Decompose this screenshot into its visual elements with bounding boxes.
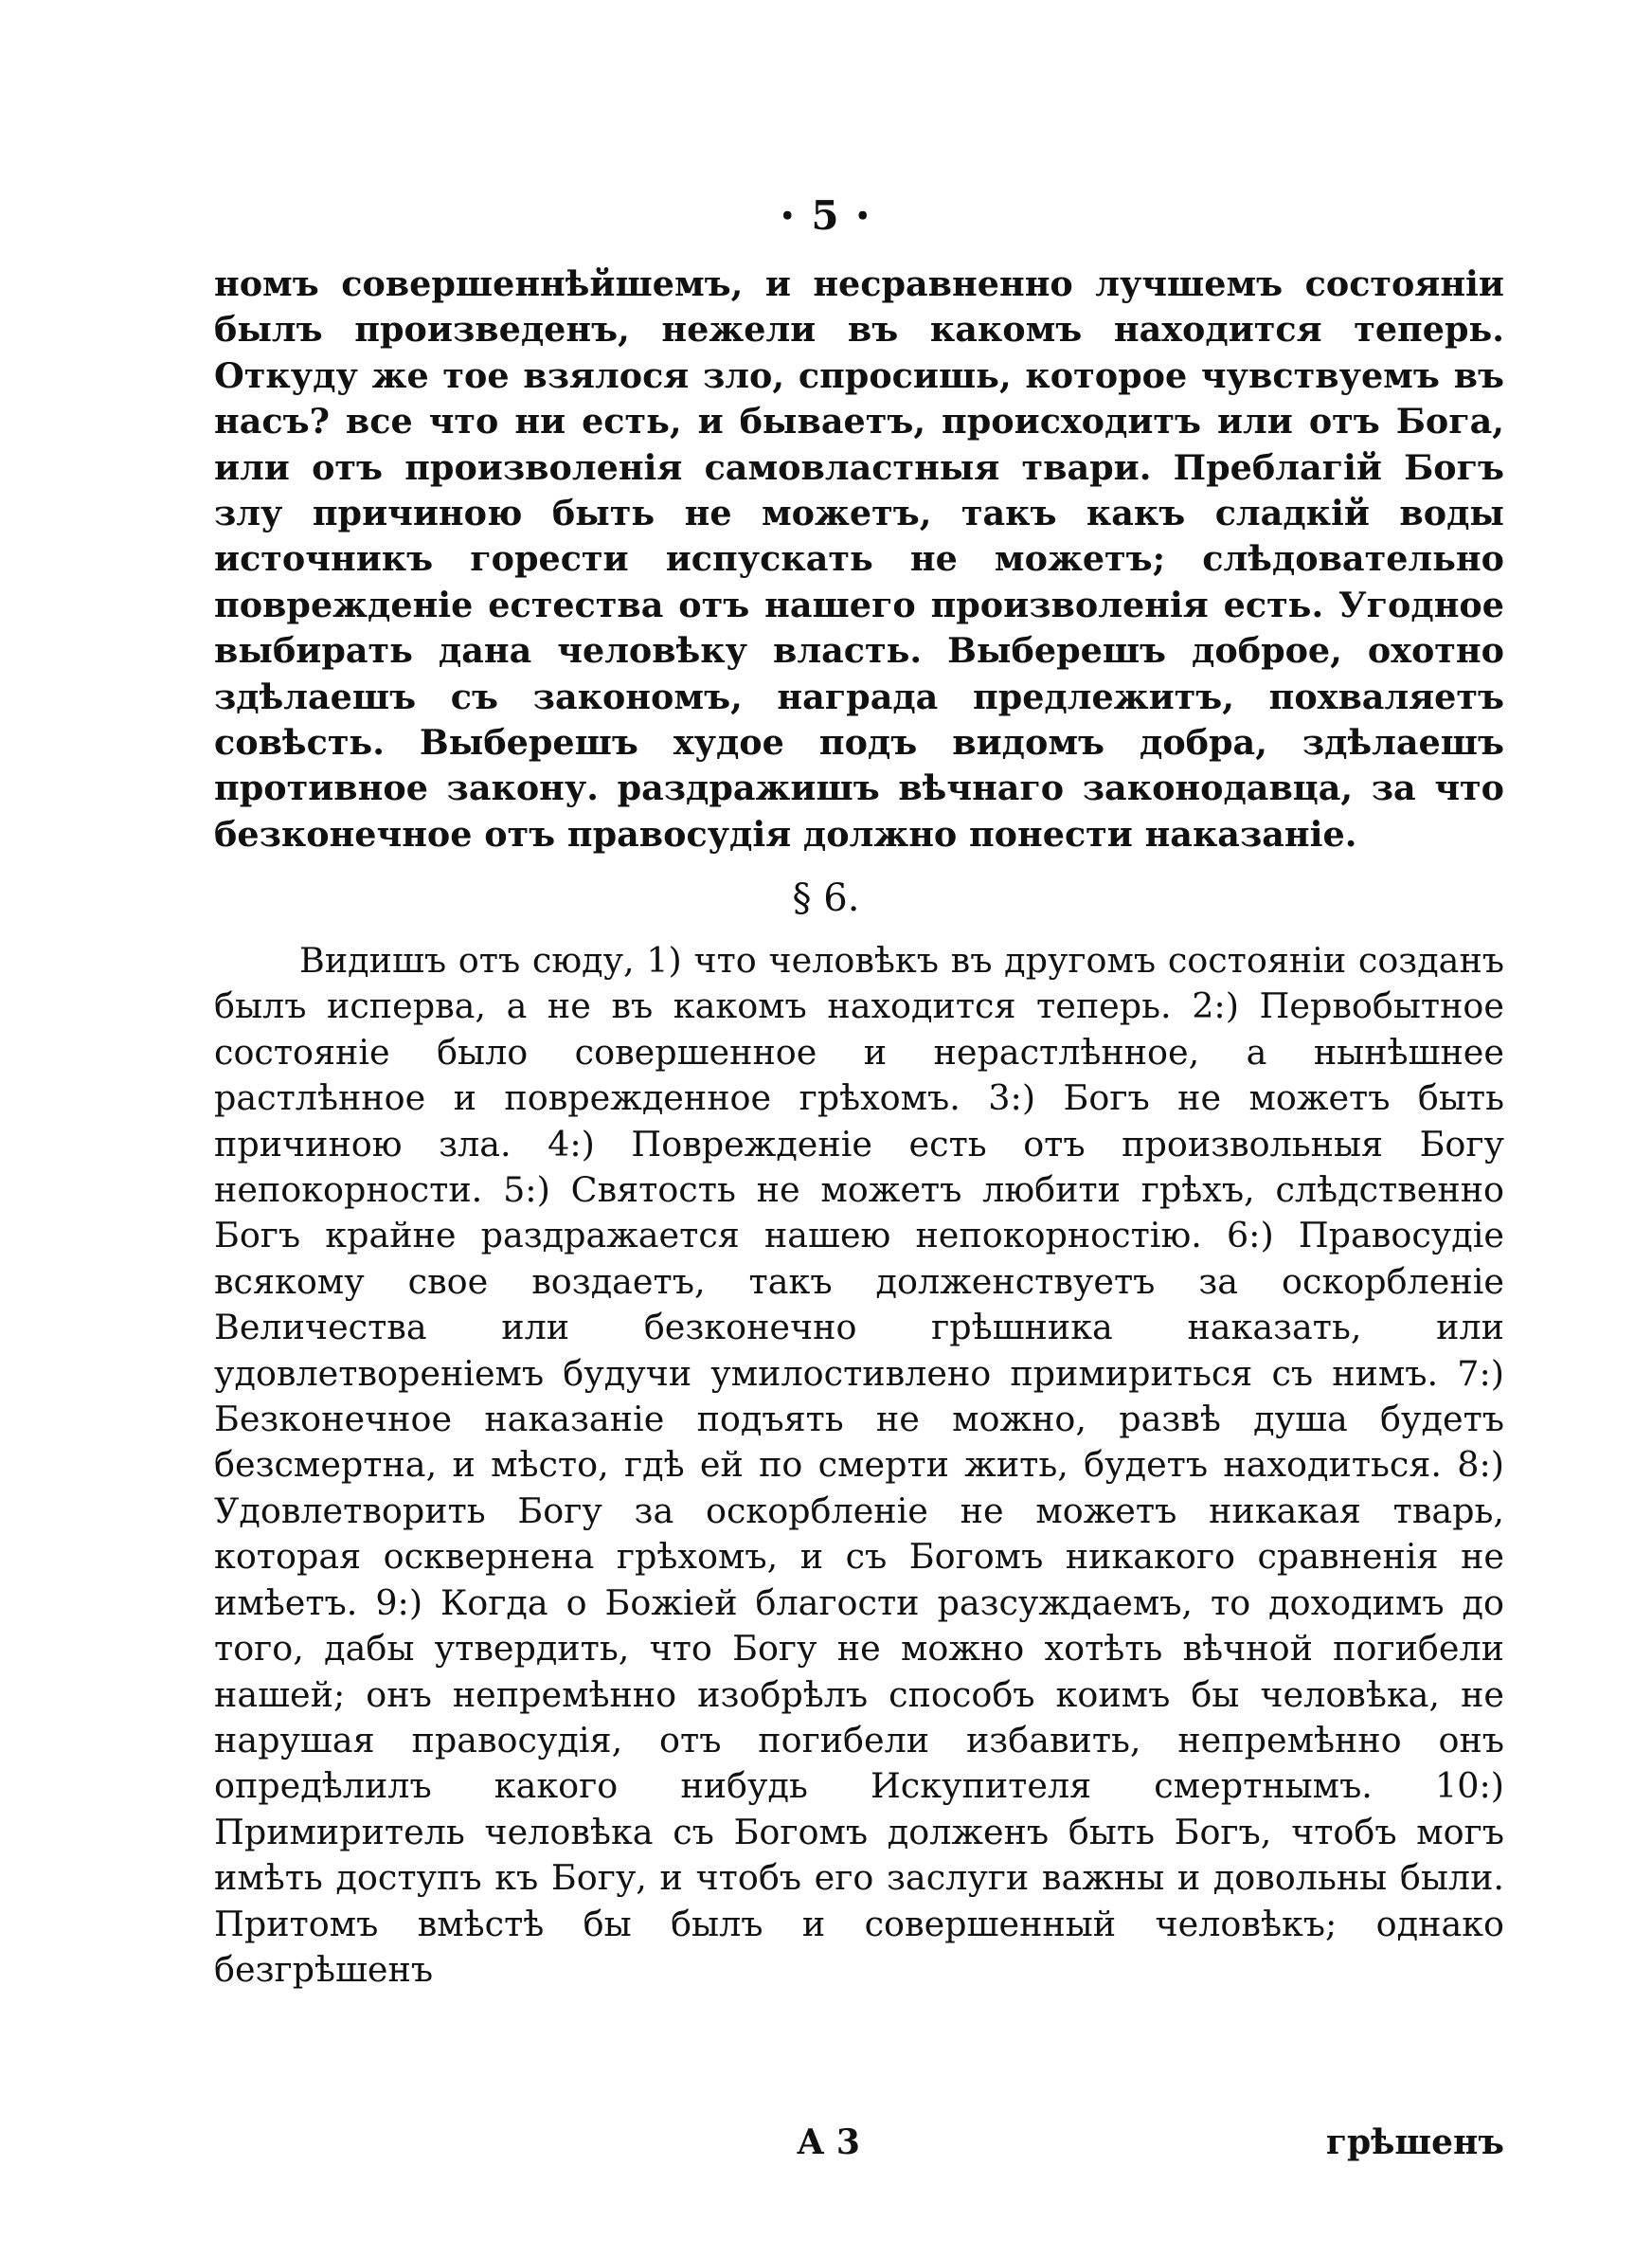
signature-mark: А 3	[797, 2122, 860, 2162]
paragraph-section-6: Видишъ отъ сюду, 1) что человѣкъ въ другомъ состояніи созданъ былъ исперва, а не въ какомъ находится теперь. 2:) Первобытное состояніе было совершенное и нерастлѣнное, а нынѣшнее растлѣнное и поврежденное грѣхомъ. 3:) Богъ не можетъ быть причиною зла. 4:) Поврежденіе есть отъ произвольныя Богу непокорности. 5:) Святость не можетъ любити грѣхъ, слѣдственно Богъ крайне раздражается нашею непокорностію. 6:) Правосудіе всякому свое воздаетъ, такъ долженствуетъ за оскорбленіе Величества или безконечно грѣшника наказать, или удовлетвореніемъ будучи умилостивлено примириться съ нимъ. 7:) Безконечное наказаніе подъять не можно, развѣ душа будетъ безсмертна, и мѣсто, гдѣ ей по смерти жить, будетъ находиться. 8:) Удовлетворить Богу за оскорбленіе не можетъ никакая тварь, которая осквернена грѣхомъ, и съ Богомъ никакого сравненія не имѣетъ. 9:) Когда о Божіей благости разсуждаемъ, то доходимъ до того, дабы утвердить, что Богу не можно хотѣть вѣчной погибели нашей; онъ непремѣнно изобрѣлъ способъ коимъ бы человѣка, не нарушая правосудія, отъ погибели избавить, непремѣнно онъ опредѣлилъ какого нибудь Искупителя смертнымъ. 10:) Примиритель человѣка съ Богомъ долженъ быть Богъ, чтобъ могъ имѣть доступъ къ Богу, и чтобъ его заслуги важны и довольны были. Притомъ вмѣстѣ бы былъ и совершенный человѣкъ; однако безгрѣшенъ	[214, 940, 1504, 1990]
section-heading: § 6.	[792, 876, 860, 920]
page-footer	[214, 2122, 1504, 2170]
catchword: грѣшенъ	[1325, 2122, 1504, 2162]
paragraph-continuation: номъ совершеннѣйшемъ, и несравненно лучшемъ состояніи былъ произведенъ, нежели въ какомъ находится теперь. Откуду же тое взялося зло, спросишь, которое чувствуемъ въ насъ? все что ни есть, и бываетъ, происходитъ или отъ Бога, или отъ произволенія самовластныя твари. Преблагій Богъ злу причиною быть не можетъ, такъ какъ сладкій воды источникъ горести испускать не можетъ; слѣдовательно поврежденіе естества отъ нашего произволенія есть. Угодное выбирать дана человѣку власть. Выберешъ доброе, охотно здѣлаешъ съ закономъ, награда предлежитъ, похваляетъ совѣсть. Выберешъ худое подъ видомъ добра, здѣлаешъ противное закону. раздражишъ вѣчнаго законодавца, за что безконечное отъ правосудія должно понести наказаніе.	[214, 263, 1504, 855]
page-header: ꞏ 5 ꞏ	[781, 192, 871, 239]
